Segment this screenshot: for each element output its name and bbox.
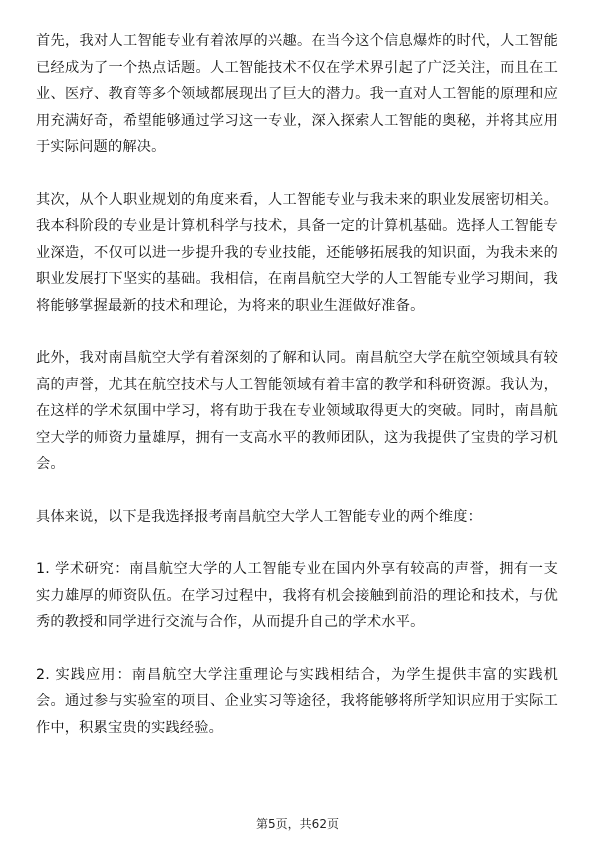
list-item-academic-research: 1. 学术研究：南昌航空大学的人工智能专业在国内外享有较高的声誉，拥有一支实力雄厚的师资队伍。在学习过程中，我将有机会接触到前沿的理论和技术，与优秀的教授和同学进行交流与合作，从而提升自己的学术水平。 — [36, 561, 558, 630]
document-body — [36, 28, 558, 741]
page-number: 第5页，共62页 — [256, 817, 339, 831]
paragraph-gap — [36, 319, 558, 345]
paragraph-university: 此外，我对南昌航空大学有着深刻的了解和认同。南昌航空大学在航空领域具有较高的声誉，尤其在航空技术与人工智能领域有着丰富的教学和科研资源。我认为，在这样的学术氛围中学习，将有助于我在专业领域取得更大的突破。同时，南昌航空大学的师资力量雄厚，拥有一支高水平的教师团队，这为我提供了宝贵的学习机会。 — [36, 350, 558, 472]
paragraph-gap — [36, 478, 558, 504]
paragraph-career: 其次，从个人职业规划的角度来看，人工智能专业与我未来的职业发展密切相关。我本科阶段的专业是计算机科学与技术，具备一定的计算机基础。选择人工智能专业深造，不仅可以进一步提升我的专业技能，还能够拓展我的知识面，为我未来的职业发展打下坚实的基础。我相信，在南昌航空大学的人工智能专业学习期间，我将能够掌握最新的技术和理论，为将来的职业生涯做好准备。 — [36, 191, 558, 314]
paragraph-interest: 首先，我对人工智能专业有着浓厚的兴趣。在当今这个信息爆炸的时代，人工智能已经成为了一个热点话题。人工智能技术不仅在学术界引起了广泛关注，而且在工业、医疗、教育等多个领域都展现出了巨大的潜力。我一直对人工智能的原理和应用充满好奇，希望能够通过学习这一专业，深入探索人工智能的奥秘，并将其应用于实际问题的解决。 — [36, 33, 558, 155]
paragraph-gap — [36, 161, 558, 187]
list-item-practical-application: 2. 实践应用：南昌航空大学注重理论与实践相结合，为学生提供丰富的实践机会。通过参与实验室的项目、企业实习等途径，我将能够将所学知识应用于实际工作中，积累宝贵的实践经验。 — [36, 666, 558, 736]
paragraph-dimensions-intro: 具体来说，以下是我选择报考南昌航空大学人工智能专业的两个维度： — [36, 508, 483, 525]
paragraph-gap — [36, 530, 558, 556]
paragraph-gap — [36, 636, 558, 662]
